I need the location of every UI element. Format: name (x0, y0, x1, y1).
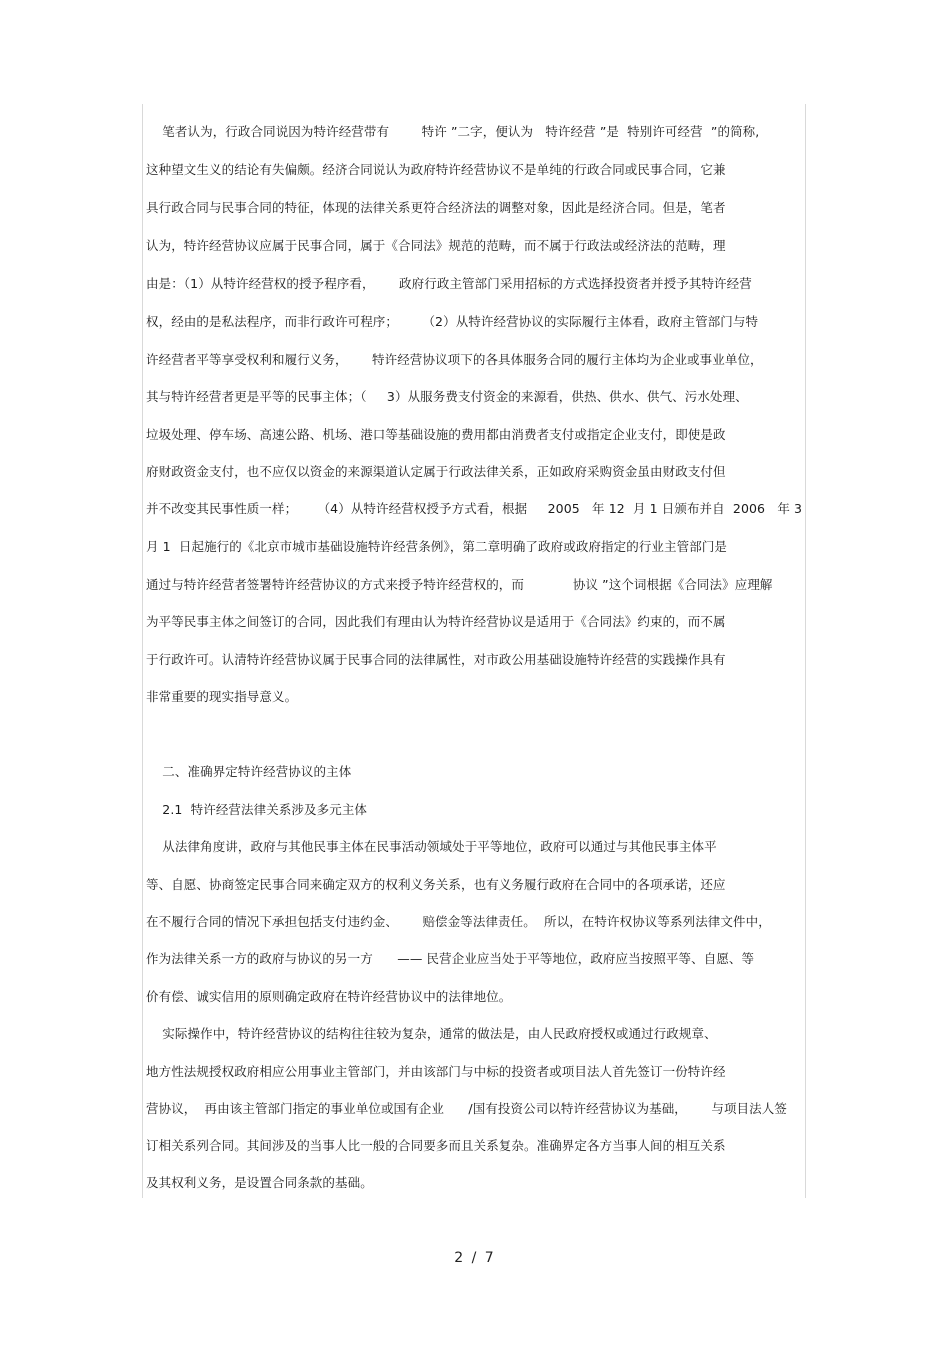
page-number: 2 / 7 (454, 1250, 496, 1266)
text-line: 笔者认为，行政合同说因为特许经营带有 特许 ”二字，便认为 特许经营 ”是 特别许可经营 ”的简称, (146, 124, 760, 139)
text-line: 府财政资金支付，也不应仅以资金的来源渠道认定属于行政法律关系，正如政府采购资金虽由财政支付但 (146, 464, 726, 479)
text-line: 订相关系列合同。其间涉及的当事人比一般的合同要多而且关系复杂。准确界定各方当事人间的相互关系 (146, 1138, 726, 1153)
text-line: 通过与特许经营者签署特许经营协议的方式来授予特许经营权的，而 协议 ”这个词根据《合同法》应理解 (146, 577, 773, 592)
text-line: 从法律角度讲，政府与其他民事主体在民事活动领域处于平等地位，政府可以通过与其他民事主体平 (146, 839, 717, 854)
text-line: 为平等民事主体之间签订的合同，因此我们有理由认为特许经营协议是适用于《合同法》约束的，而不属 (146, 614, 726, 629)
text-line: 权，经由的是私法程序，而非行政许可程序； （2）从特许经营协议的实际履行主体看，政府主管部门与特 (146, 314, 759, 329)
text-line: 月 1 日起施行的《北京市城市基础设施特许经营条例》，第二章明确了政府或政府指定的行业主管部门是 (146, 539, 728, 554)
text-line: 垃圾处理、停车场、高速公路、机场、港口等基础设施的费用都由消费者支付或指定企业支付，即使是政 (146, 427, 726, 442)
text-line: 作为法律关系一方的政府与协议的另一方 —— 民营企业应当处于平等地位，政府应当按照平等、自愿、等 (146, 951, 755, 966)
text-line: 于行政许可。认清特许经营协议属于民事合同的法律属性，对市政公用基础设施特许经营的实践操作具有 (146, 652, 726, 667)
text-line: 许经营者平等享受权利和履行义务， 特许经营协议项下的各具体服务合同的履行主体均为企业或事业单位， (146, 352, 763, 367)
text-line: 营协议， 再由该主管部门指定的事业单位或国有企业 /国有投资公司以特许经营协议为基础， 与项目法人签 (146, 1101, 787, 1116)
subsection-heading: 2.1 特许经营法律关系涉及多元主体 (146, 802, 368, 817)
text-line: 并不改变其民事性质一样； （4）从特许经营权授予方式看，根据 2005 年 12 月 1 日颁布并自 2006 年 3 (146, 501, 803, 516)
text-line: 等、自愿、协商签定民事合同来确定双方的权利义务关系，也有义务履行政府在合同中的各项承诺，还应 (146, 877, 726, 892)
section-heading: 二、准确界定特许经营协议的主体 (146, 764, 352, 779)
text-line: 实际操作中，特许经营协议的结构往往较为复杂，通常的做法是，由人民政府授权或通过行政规章、 (146, 1026, 717, 1041)
text-line: 认为，特许经营协议应属于民事合同，属于《合同法》规范的范畴，而不属于行政法或经济法的范畴，理 (146, 238, 726, 253)
text-line: 具行政合同与民事合同的特征，体现的法律关系更符合经济法的调整对象，因此是经济合同。但是，笔者 (146, 200, 726, 215)
text-line: 在不履行合同的情况下承担包括支付违约金、 赔偿金等法律责任。 所以，在特许权协议等系列法律文件中， (146, 914, 771, 929)
text-line: 这种望文生义的结论有失偏颇。经济合同说认为政府特许经营协议不是单纯的行政合同或民事合同，它兼 (146, 162, 726, 177)
text-line: 非常重要的现实指导意义。 (146, 689, 298, 704)
text-line: 由是：（1）从特许经营权的授予程序看， 政府行政主管部门采用招标的方式选择投资者并授予其特许经营 (146, 276, 752, 291)
text-line: 及其权利义务，是设置合同条款的基础。 (146, 1175, 373, 1190)
text-line: 其与特许经营者更是平等的民事主体；（ 3）从服务费支付资金的来源看，供热、供水、供气、污水处理、 (146, 389, 748, 404)
text-line: 价有偿、诚实信用的原则确定政府在特许经营协议中的法律地位。 (146, 989, 512, 1004)
text-line: 地方性法规授权政府相应公用事业主管部门，并由该部门与中标的投资者或项目法人首先签订一份特许经 (146, 1064, 726, 1079)
